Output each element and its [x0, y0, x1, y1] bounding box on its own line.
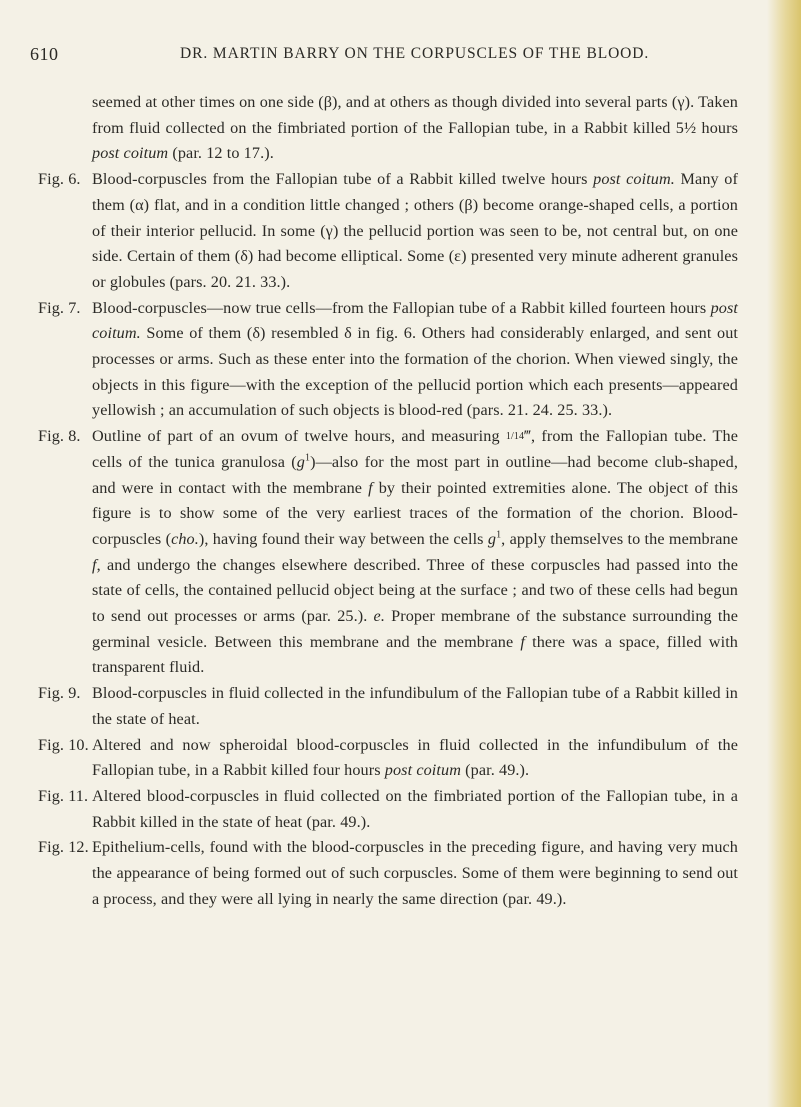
figure-label: Fig. 9.	[38, 684, 81, 703]
figure-label: Fig. 7.	[38, 298, 81, 317]
running-title: DR. MARTIN BARRY ON THE CORPUSCLES OF THE BLOOD.	[180, 45, 650, 62]
body-text	[38, 90, 738, 913]
figure-label: Fig. 10.	[38, 735, 89, 754]
figure-9-caption	[38, 681, 738, 732]
measurement-fraction: 1/14	[505, 431, 525, 443]
figure-8-caption	[38, 424, 738, 681]
figure-label: Fig. 8.	[38, 427, 81, 446]
figure-description: Blood-corpuscles—now true cells—from the Fallopian tube of a Rabbit killed fourteen hours post coitum. Some of them (δ) resembled δ in fig. 6. Others had considerably enlarged, and sent out processes or arms. Such as these enter into the formation of the chorion. When viewed singly, the objects in this figure—with the exception of the pellucid portion which each presents—appeared yellowish ; an accumulation of such objects is blood-red (pars. 21. 24. 25. 33.).	[92, 298, 738, 420]
figure-11-caption	[38, 784, 738, 835]
figure-label: Fig. 11.	[38, 786, 89, 805]
figure-description: Epithelium-cells, found with the blood-corpuscles in the preceding figure, and having very much the appearance of being formed out of such corpuscles. Some of them were beginning to send out a process, and they were all lying in nearly the same direction (par. 49.).	[92, 838, 738, 908]
continuation-paragraph: seemed at other times on one side (β), and at others as though divided into several parts (γ). Taken from fluid collected on the fimbriated portion of the Fallopian tube, in a Rabbit killed 5½ hours post coitum (par. 12 to 17.).	[92, 93, 738, 163]
figure-6-caption	[38, 167, 738, 296]
page-number: 610	[30, 44, 59, 64]
page-edge-shadow	[767, 0, 801, 1107]
figure-description: Outline of part of an ovum of twelve hours, and measuring 1/14‴, from the Fallopian tube. The cells of the tunica granulosa $(g^1)—also$ for the most part in outline—had become club-shaped, and were in contact with the membrane f by their pointed extremities alone. The object of this figure is to show some of the very earliest traces of the formation of the chorion. Blood-corpuscles (cho.), having found their way between the cells $g^1$, apply themselves to the membrane f, and undergo the changes elsewhere described. Three of these corpuscles had passed into the state of cells, the contained pellucid object being at the surface ; and two of these cells had begun to send out processes or arms (par. 25.). e. Proper membrane of the substance surrounding the germinal vesicle. Between this membrane and the membrane f there was a space, filled with transparent fluid.	[92, 427, 738, 677]
figure-10-caption	[38, 733, 738, 784]
running-header	[30, 44, 750, 68]
figure-description: Altered blood-corpuscles in fluid collected on the fimbriated portion of the Fallopian tube, in a Rabbit killed in the state of heat (par. 49.).	[92, 786, 738, 831]
figure-description: Blood-corpuscles from the Fallopian tube of a Rabbit killed twelve hours post coitum. Many of them (α) flat, and in a condition little changed ; others (β) become orange-shaped cells, a portion of their interior pellucid. In some (γ) the pellucid portion was seen to be, not central but, on one side. Certain of them (δ) had become elliptical. Some (ε) presented very minute adherent granules or globules (pars. 20. 21. 33.).	[92, 170, 738, 291]
figure-7-caption	[38, 296, 738, 425]
figure-label: Fig. 6.	[38, 170, 81, 189]
figure-description: Altered and now spheroidal blood-corpuscles in fluid collected in the infundibulum of the Fallopian tube, in a Rabbit killed four hours post coitum (par. 49.).	[92, 735, 738, 780]
figure-12-caption	[38, 835, 738, 912]
figure-label: Fig. 12.	[38, 838, 89, 857]
figure-description: Blood-corpuscles in fluid collected in the infundibulum of the Fallopian tube of a Rabbit killed in the state of heat.	[92, 684, 738, 728]
